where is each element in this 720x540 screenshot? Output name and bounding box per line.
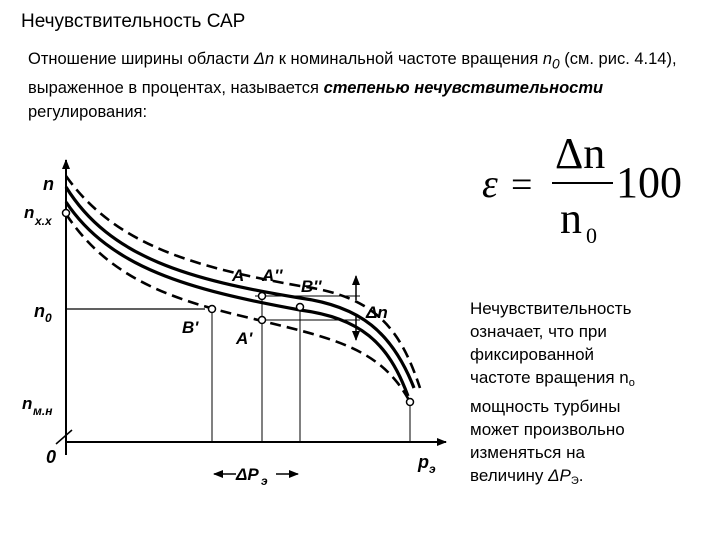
- label-origin: 0: [46, 447, 57, 467]
- label-nxx-sub: х.х: [35, 214, 52, 228]
- label-point-a1: A': [236, 329, 253, 348]
- formula: [482, 129, 682, 248]
- n0-symbol: $n_0$: [542, 50, 560, 72]
- formula-factor: 100: [616, 158, 682, 207]
- explanation-text: Нечувствительность означает, что при фиксированной частоте вращения $n_o$ мощность турбины может произвольно изменяться на величину $\Delta P_Э$.: [470, 299, 635, 487]
- label-point-a2: A'': [262, 266, 283, 285]
- point-nxx: [63, 210, 70, 217]
- label-dp-sub: э: [261, 474, 268, 488]
- label-nxx: n: [24, 203, 35, 222]
- point-a1: [259, 317, 266, 324]
- label-dn: Δn: [366, 303, 388, 322]
- point-b1: [209, 306, 216, 313]
- label-point-b1: B': [182, 318, 199, 337]
- label-n0: n: [34, 301, 45, 321]
- label-n0-sub: 0: [45, 311, 52, 325]
- point-end: [407, 399, 414, 406]
- delta-n-symbol: Δn: [253, 50, 275, 68]
- formula-numerator: Δn: [555, 129, 606, 178]
- characteristic-upper-solid: [66, 187, 414, 388]
- intro-text-3: (см. рис. 4.14), выраженное в процентах, называется: [28, 50, 677, 98]
- equals-sign: =: [511, 164, 533, 206]
- label-px: p: [418, 452, 429, 472]
- epsilon-symbol: ε: [482, 161, 498, 206]
- formula-denominator: n: [560, 194, 582, 243]
- label-dp: ΔP: [236, 465, 259, 484]
- intro-text-2: к номинальной частоте вращения: [274, 50, 543, 68]
- slide-title: Нечувствительность САР: [21, 11, 246, 32]
- term-degree: степенью: [323, 79, 410, 98]
- label-point-b2: B'': [301, 277, 322, 296]
- intro-text-4: регулирования:: [28, 103, 148, 122]
- formula-denominator-sub: 0: [586, 223, 597, 248]
- term-insensitivity: нечувствительности: [414, 79, 604, 98]
- label-px-sub: э: [429, 462, 436, 476]
- label-nmn-sub: м.н: [33, 404, 53, 418]
- label-point-a: A: [232, 266, 245, 285]
- point-a2: [259, 293, 266, 300]
- label-nmn: n: [22, 394, 33, 413]
- point-b2: [297, 304, 304, 311]
- y-axis-label: n: [43, 174, 54, 194]
- intro-text-1: Отношение ширины области: [28, 50, 254, 68]
